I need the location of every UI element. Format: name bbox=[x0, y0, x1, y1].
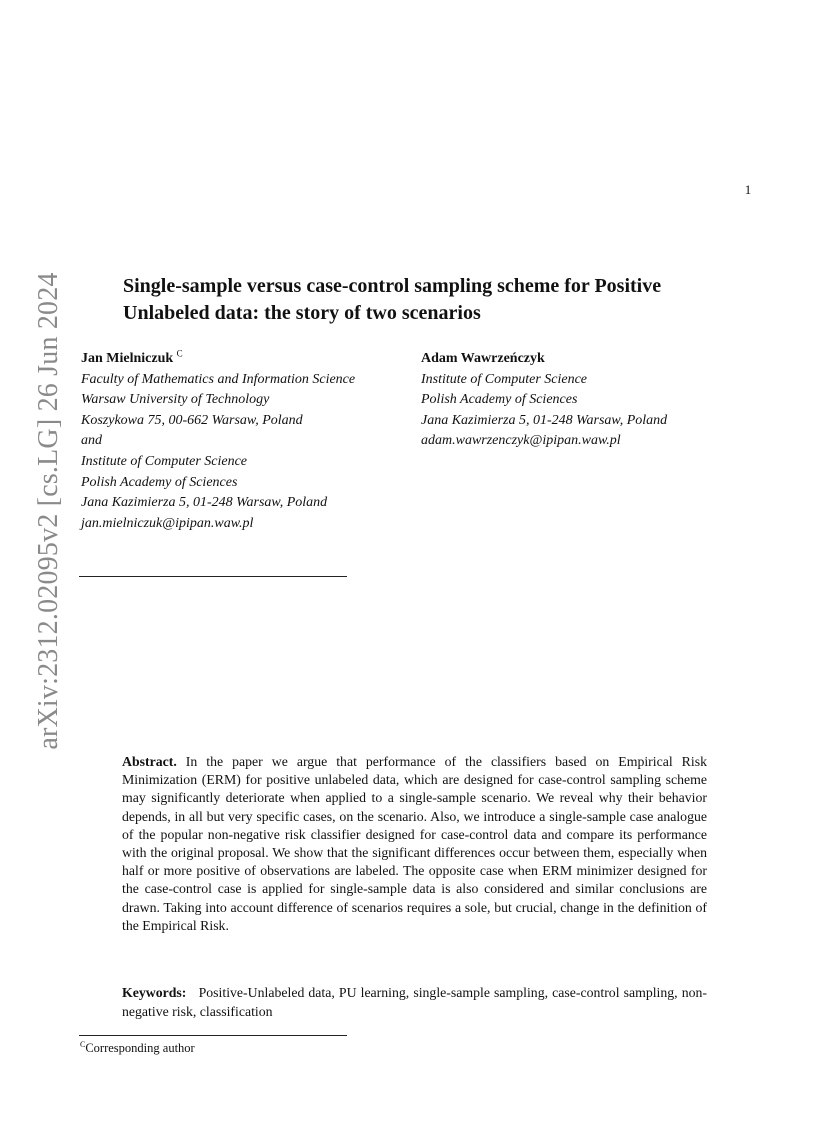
affiliation-line: Institute of Computer Science bbox=[81, 453, 248, 469]
author-block-wawrzenczyk bbox=[421, 349, 741, 452]
affiliation-line: Warsaw University of Technology bbox=[81, 392, 270, 408]
author-email: jan.mielniczuk@ipipan.waw.pl bbox=[81, 515, 254, 531]
abstract-paragraph bbox=[122, 753, 707, 935]
paper-title: Single-sample versus case-control sampling scheme for Positive Unlabeled data: the story of two scenarios bbox=[123, 275, 662, 324]
keywords-text: Positive-Unlabeled data, PU learning, single-sample sampling, case-control sampling, non-negative risk, classification bbox=[122, 985, 707, 1019]
footnote bbox=[80, 1040, 480, 1056]
keywords-label: Keywords: bbox=[122, 985, 187, 1000]
footnote-text: Corresponding author bbox=[85, 1041, 195, 1055]
affiliation-line: Faculty of Mathematics and Information Science bbox=[81, 371, 356, 387]
author-block-mielniczuk bbox=[81, 349, 401, 534]
arxiv-identifier-stamp: arXiv:2312.02095v2 [cs.LG] 26 Jun 2024 bbox=[33, 272, 64, 750]
author-name: Adam Wawrzeńczyk bbox=[421, 351, 545, 366]
corresponding-author-mark: C bbox=[176, 348, 183, 359]
affiliation-line: Jana Kazimierza 5, 01-248 Warsaw, Poland bbox=[421, 412, 668, 428]
abstract-label: Abstract. bbox=[122, 754, 177, 769]
author-name-text: Jan Mielniczuk bbox=[81, 351, 174, 366]
affiliation-line: and bbox=[81, 433, 102, 449]
footnote-divider bbox=[79, 1035, 347, 1036]
affiliation-line: Jana Kazimierza 5, 01-248 Warsaw, Poland bbox=[81, 495, 328, 511]
page-number: 1 bbox=[744, 182, 752, 197]
author-name bbox=[81, 349, 401, 370]
affiliation-line: Polish Academy of Sciences bbox=[421, 392, 578, 408]
affiliation-line: Institute of Computer Science bbox=[421, 371, 588, 387]
author-email: adam.wawrzenczyk@ipipan.waw.pl bbox=[421, 433, 621, 449]
affiliation-line: Koszykowa 75, 00-662 Warsaw, Poland bbox=[81, 412, 303, 428]
affiliation-line: Polish Academy of Sciences bbox=[81, 474, 238, 490]
section-divider bbox=[79, 576, 347, 577]
keywords-paragraph bbox=[122, 983, 707, 1021]
abstract-text: In the paper we argue that performance of the classifiers based on Empirical Risk Minimization (ERM) for positive unlabeled data, which are designed for case-control sampling scheme may significantly deteriorate when applied to a single-sample scenario. We reveal why their behavior depends, in all but very specific cases, on the scenario. Also, we introduce a single-sample case analogue of the popular non-negative risk classifier designed for case-control data and compare its performance with the original proposal. We show that the significant differences occur between them, especially when half or more positive of observations are labeled. The opposite case when ERM minimizer designed for the case-control case is applied for single-sample data is also considered and similar conclusions are drawn. Taking into account difference of scenarios requires a sole, but crucial, change in the definition of the Empirical Risk. bbox=[122, 754, 707, 933]
footnote-mark: C bbox=[80, 1039, 86, 1049]
